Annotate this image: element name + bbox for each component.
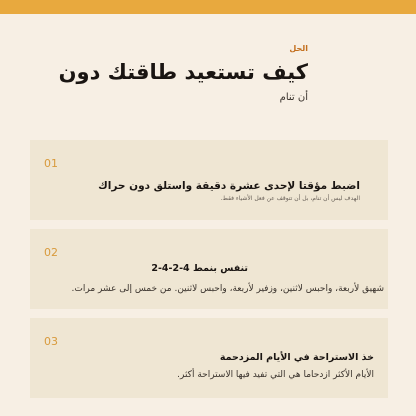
step-number: 03 bbox=[44, 335, 58, 348]
step-number: 01 bbox=[44, 157, 58, 170]
page-title: كيف تستعيد طاقتك دون bbox=[58, 60, 308, 84]
section-label: الحل bbox=[289, 44, 308, 53]
step-card-3 bbox=[30, 318, 388, 398]
step-card-1 bbox=[30, 140, 388, 220]
top-accent-bar bbox=[0, 0, 416, 14]
step-body: شهيق لأربعة، واحبس لاثنين، وزفير لأربعة، واحبس لاثنين. من خمس إلى عشر مرات. bbox=[71, 284, 384, 294]
step-heading: اضبط مؤقتا لإحدى عشرة دقيقة واستلق دون حراك bbox=[98, 180, 360, 192]
step-heading: تنفس بنمط 4-2-4-2 bbox=[151, 263, 248, 274]
step-number: 02 bbox=[44, 246, 58, 259]
step-heading: خذ الاستراحة في الأيام المزدحمة bbox=[219, 352, 374, 363]
step-card-2 bbox=[30, 229, 388, 309]
page-subtitle: أن تنام bbox=[279, 92, 308, 103]
step-body: الهدف ليس أن تنام، بل أن تتوقف عن فعل الأشياء فقط. bbox=[220, 195, 360, 202]
step-body: الأيام الأكثر ازدحاما هي التي تفيد فيها الاستراحة أكثر. bbox=[177, 370, 374, 380]
